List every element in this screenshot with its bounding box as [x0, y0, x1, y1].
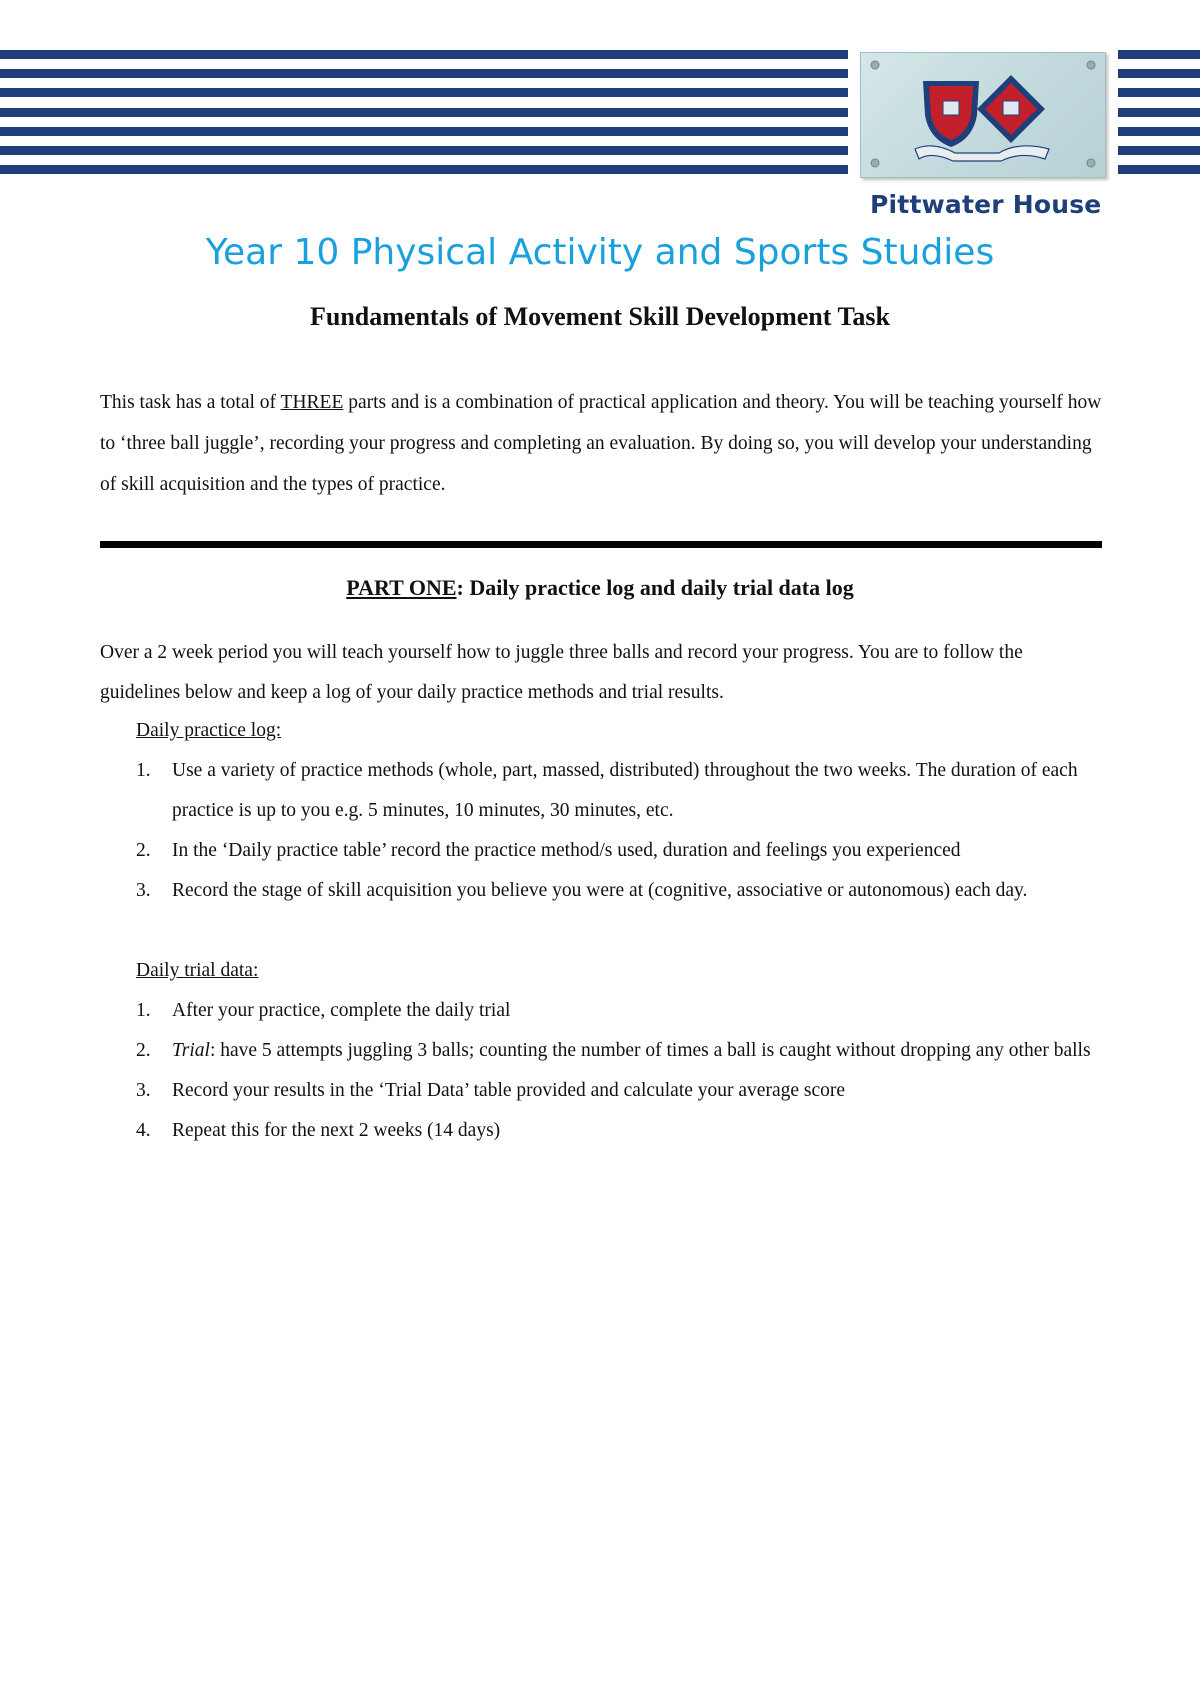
crest-icon: [861, 53, 1105, 177]
list-item: [136, 751, 1096, 831]
list-number: 2.: [136, 1040, 151, 1061]
part-one-heading: [0, 575, 1200, 601]
list-item: [136, 1071, 1096, 1111]
page-title: Year 10 Physical Activity and Sports Studies: [205, 232, 995, 273]
task-subtitle: Fundamentals of Movement Skill Development Task: [310, 302, 890, 331]
list-text: Repeat this for the next 2 weeks (14 days): [172, 1120, 501, 1141]
intro-text-end: parts and is a combination of practical application and theory. You will be teaching yourself how to ‘three ball juggle’, recording your progress and completing an evaluation. By doing so, you will develop your understanding of skill acquisition and the types of practice.: [100, 392, 1102, 495]
list-text: Record the stage of skill acquisition you believe you were at (cognitive, associative or autonomous) each day.: [172, 880, 1028, 901]
trial-data-list: [136, 991, 1096, 1151]
practice-log-list: [136, 751, 1096, 911]
list-item: [136, 871, 1096, 911]
school-name: Pittwater House: [870, 190, 1102, 219]
trial-term: Trial: [172, 1040, 210, 1061]
header-stripes-left: [0, 50, 848, 175]
list-number: 2.: [136, 840, 151, 861]
part-one-paragraph: Over a 2 week period you will teach yourself how to juggle three balls and record your progress. You are to follow the guidelines below and keep a log of your daily practice methods and trial results.: [100, 642, 1023, 703]
practice-log-label: Daily practice log:: [136, 720, 282, 741]
list-number: 1.: [136, 760, 151, 781]
trial-data-label: Daily trial data:: [136, 960, 259, 981]
intro-paragraph: [100, 382, 1105, 505]
intro-text-start: This task has a total of: [100, 392, 281, 413]
list-text: Record your results in the ‘Trial Data’ table provided and calculate your average score: [172, 1080, 846, 1101]
school-crest-logo: [860, 52, 1106, 178]
list-item: [136, 1031, 1096, 1071]
list-text: : have 5 attempts juggling 3 balls; counting the number of times a ball is caught without dropping any other balls: [209, 1040, 1091, 1061]
list-item: [136, 991, 1096, 1031]
header-stripes-right: [1118, 50, 1200, 175]
list-text: Use a variety of practice methods (whole, part, massed, distributed) throughout the two weeks. The duration of each practice is up to you e.g. 5 minutes, 10 minutes, 30 minutes, etc.: [172, 760, 1078, 821]
list-number: 1.: [136, 1000, 151, 1021]
list-number: 3.: [136, 880, 151, 901]
part-one-heading-text: : Daily practice log and daily trial data log: [456, 575, 854, 600]
section-divider: [100, 541, 1102, 548]
list-number: 4.: [136, 1120, 151, 1141]
part-one-label: PART ONE: [346, 575, 457, 600]
list-number: 3.: [136, 1080, 151, 1101]
list-text: After your practice, complete the daily trial: [172, 1000, 511, 1021]
list-text: In the ‘Daily practice table’ record the practice method/s used, duration and feelings you experienced: [172, 840, 961, 861]
list-item: [136, 1111, 1096, 1151]
list-item: [136, 831, 1096, 871]
intro-emphasis: THREE: [280, 392, 344, 413]
